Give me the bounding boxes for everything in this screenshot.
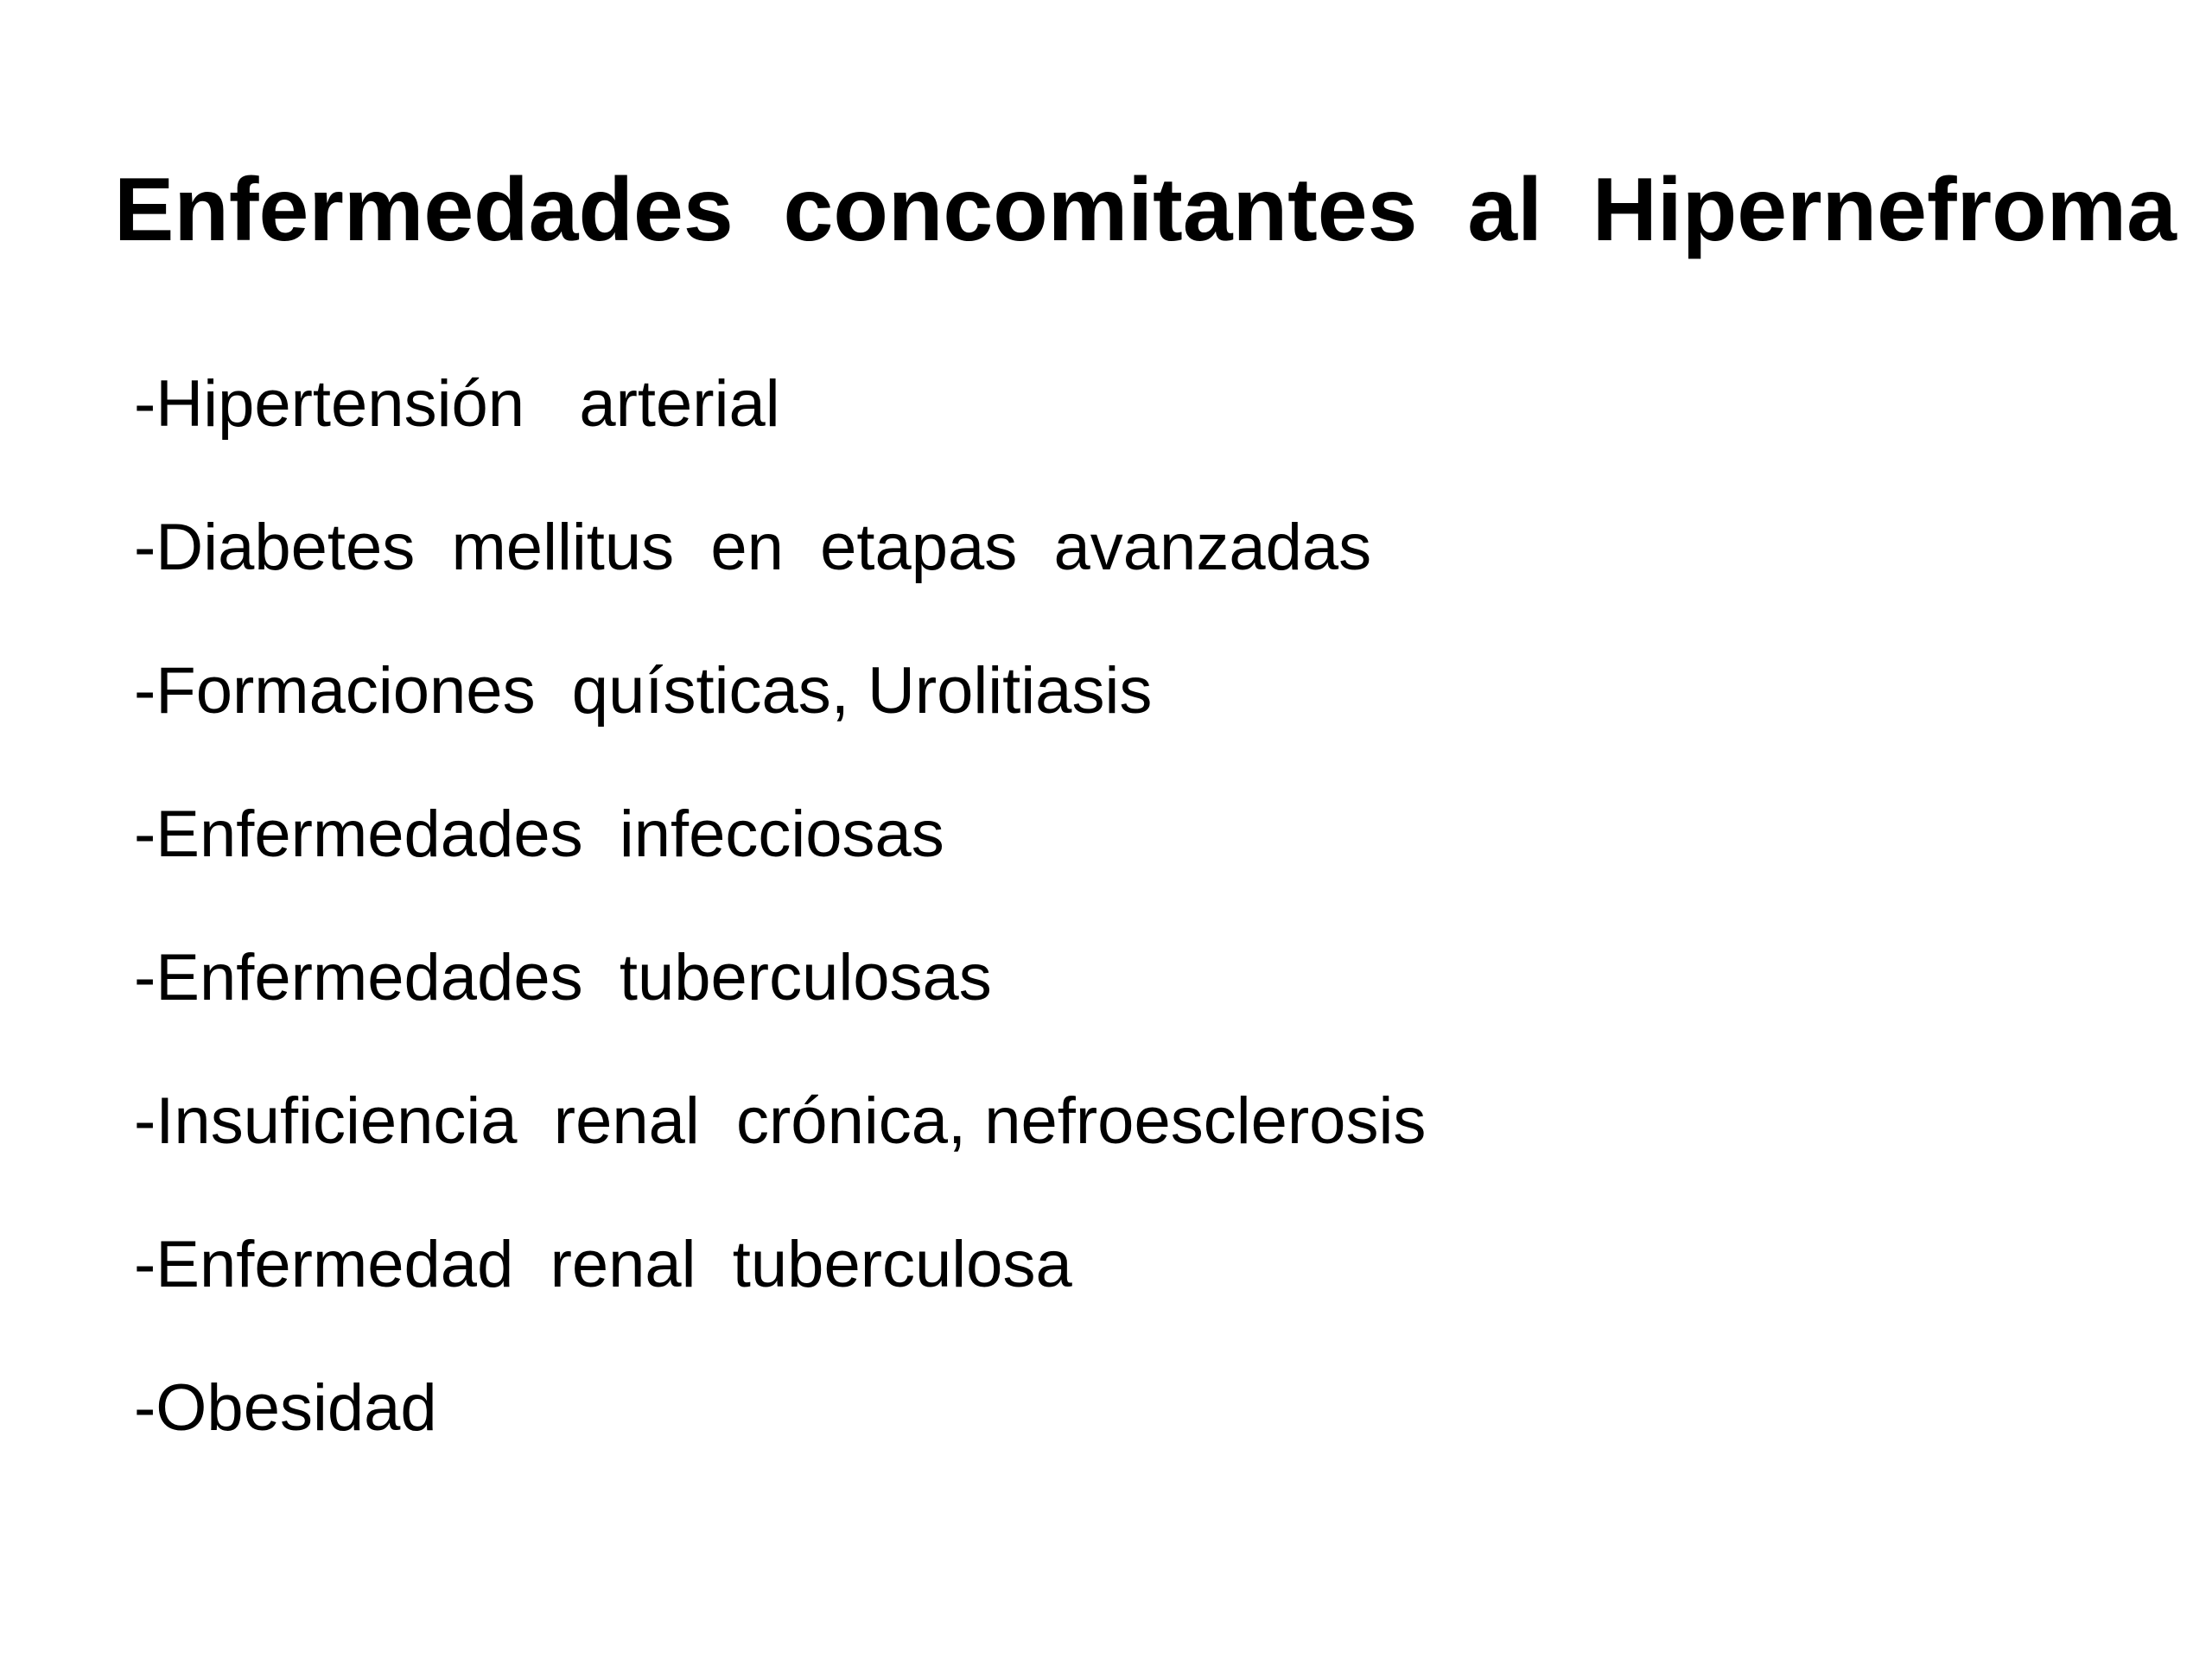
list-item: -Enfermedades tuberculosas [134, 941, 992, 1014]
list-item: -Obesidad [134, 1371, 437, 1445]
list-item: -Insuficiencia renal crónica, nefroesclerosis [134, 1084, 1427, 1158]
slide-title: Enfermedades concomitantes al Hipernefroma [114, 160, 2177, 260]
list-item: -Diabetes mellitus en etapas avanzadas [134, 511, 1372, 584]
list-item: -Enfermedad renal tuberculosa [134, 1228, 1072, 1301]
bullet-list [134, 333, 1426, 1480]
list-item: -Enfermedades infecciosas [134, 798, 944, 871]
list-item: -Hipertensión arterial [134, 367, 780, 441]
list-item: -Formaciones quísticas, Urolitiasis [134, 654, 1153, 728]
